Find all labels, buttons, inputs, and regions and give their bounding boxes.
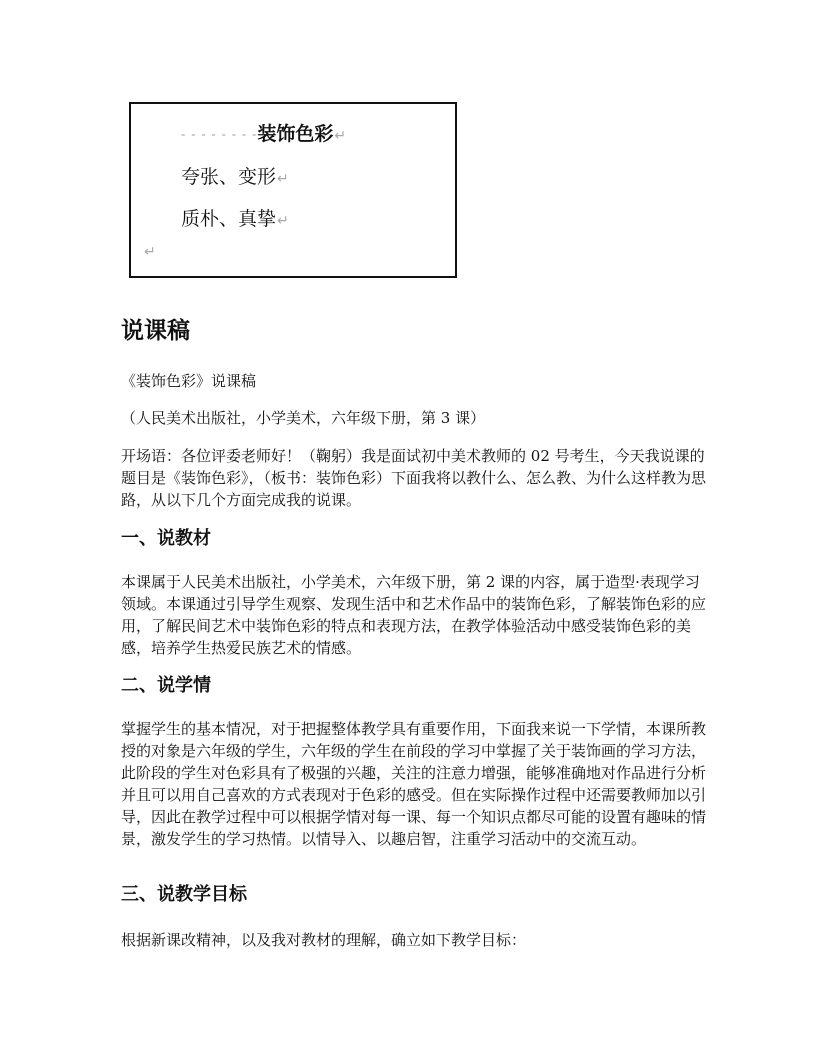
blackboard-line-2-text: 夸张、变形 (181, 166, 277, 188)
blackboard-title-line (181, 122, 346, 148)
paragraph-mark-icon: ↵ (277, 213, 289, 229)
paragraph-mark-icon: ↵ (334, 128, 347, 144)
section-body-objectives: 根据新课改精神，以及我对教材的理解，确立如下教学目标： (121, 931, 527, 949)
section-heading-students: 二、说学情 (121, 675, 211, 696)
section-body-textbook: 本课属于人民美术出版社，小学美术，六年级下册，第 2 课的内容，属于造型·表现学习领域。本课通过引导学生观察、发现生活中和艺术作品中的装饰色彩，了解装饰色彩的应用，了解民间艺术中装饰色彩的特点和表现方法，在教学体验活动中感受装饰色彩的美感，培养学生热爱民族艺术的情感。 (121, 573, 707, 657)
publisher-info: （人民美术出版社，小学美术，六年级下册，第 3 课） (121, 409, 486, 427)
leader-dots: - - - - - - - - (181, 127, 258, 142)
intro-paragraph: 开场语：各位评委老师好！（鞠躬）我是面试初中美术教师的 02 号考生，今天我说课的题目是《装饰色彩》，（板书：装饰色彩）下面我将以教什么、怎么教、为什么这样教为思路，从以下几个方面完成我的说课。 (121, 447, 707, 509)
blackboard-line-3 (181, 207, 289, 233)
document-title: 说课稿 (121, 318, 190, 344)
paragraph-mark-icon: ↵ (144, 244, 156, 260)
paragraph-mark-icon: ↵ (277, 171, 289, 187)
section-heading-textbook: 一、说教材 (121, 528, 211, 549)
blackboard-line-3-text: 质朴、真挚 (181, 208, 277, 230)
section-heading-objectives: 三、说教学目标 (121, 884, 247, 905)
blackboard-plan-box (129, 102, 457, 278)
book-title: 《装饰色彩》说课稿 (121, 372, 257, 390)
section-body-students: 掌握学生的基本情况，对于把握整体教学具有重要作用，下面我来说一下学情，本课所教授的对象是六年级的学生，六年级的学生在前段的学习中掌握了关于装饰画的学习方法，此阶段的学生对色彩具有了极强的兴趣，关注的注意力增强，能够准确地对作品进行分析并且可以用自己喜欢的方式表现对于色彩的感受。但在实际操作过程中还需要教师加以引导，因此在教学过程中可以根据学情对每一课、每一个知识点都尽可能的设置有趣味的情景，激发学生的学习热情。以情导入、以趣启智，注重学习活动中的交流互动。 (121, 720, 707, 848)
blackboard-line-2 (181, 165, 289, 191)
blackboard-title: 装饰色彩 (257, 123, 334, 145)
